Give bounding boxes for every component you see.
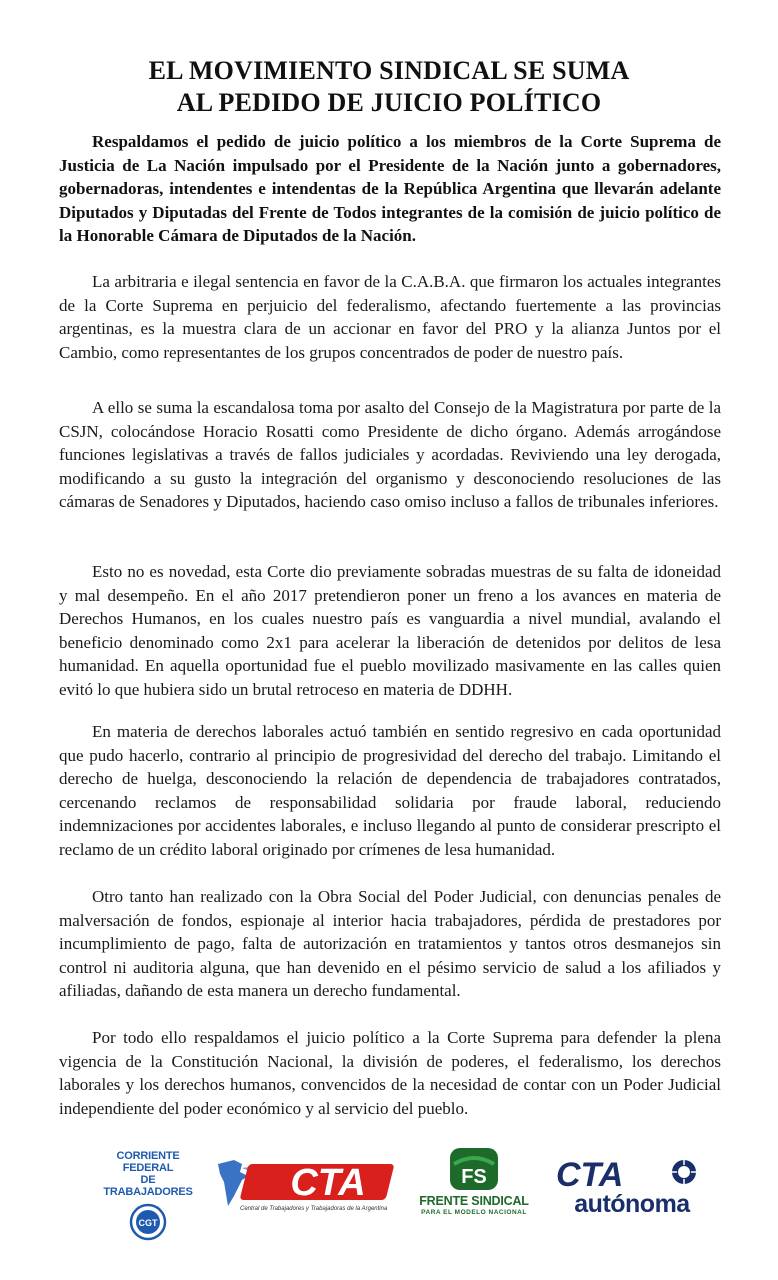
fs-emblem-text: FS [461,1166,487,1188]
cta-logo-subtitle: Central de Trabajadores y Trabajadoras de la Argentina [240,1206,388,1212]
cta-logo-name: CTA [290,1162,366,1204]
frente-sindical-logo [412,1146,536,1222]
cgt-emblem-text: CGT [138,1218,158,1228]
cft-logo-line2: DE TRABAJADORES [103,1174,193,1198]
document-title-line2: AL PEDIDO DE JUICIO POLÍTICO [176,88,602,117]
cta-logo [212,1150,400,1222]
paragraph-intro: Respaldamos el pedido de juicio político a los miembros de la Corte Suprema de Justicia de La Nación impulsado por el Presidente de la Nación junto a gobernadores, gobernadoras, intendentes e intendentas de la República Argentina que llevarán adelante Diputados y Diputadas del Frente de Todos integrantes de la comisión de juicio político de la Honorable Cámara de Diputados de la Nación. [59,132,721,246]
document-title-line1: EL MOVIMIENTO SINDICAL SE SUMA [148,56,630,85]
paragraph-derechos-humanos: Esto no es novedad, esta Corte dio previamente sobradas muestras de su falta de idoneidad y mal desempeño. En el año 2017 pretendieron poner un freno a los avances en materia de Derechos Humanos, en los cuales nuestro país es vanguardia a nivel mundial, avalando el beneficio denominado como 2x1 para acelerar la liberación de detenidos por delitos de lesa humanidad. En aquella oportunidad fue el pueblo movilizado masivamente en las calles quien evitó lo que hubiera sido un brutal retroceso en materia de DDHH. [59,562,721,699]
paragraph-consejo-magistratura: A ello se suma la escandalosa toma por asalto del Consejo de la Magistratura por parte de la CSJN, colocándose Horacio Rosatti como Presidente de dicho órgano. Además arrogándose funciones legislativas a través de fallos judiciales y acordadas. Reviviendo una ley derogada, modificando a su gusto la integración del organismo y desconociendo resoluciones de las cámaras de Senadores y Diputados, haciendo caso omiso incluso a fallos de tribunales inferiores. [59,398,721,512]
cta-autonoma-logo [552,1156,702,1222]
paragraph-obra-social: Otro tanto han realizado con la Obra Social del Poder Judicial, con denuncias penales de malversación de fondos, espionaje al interior hacia trabajadores, pérdida de prestadores por incumplimiento de pago, falta de autorización en tratamientos y tantos otros desmanejos sin control ni auditoria alguna, que han devenido en el pésimo servicio de salud a los afiliados y afiliadas, dañando de esta manera un derecho fundamental. [59,887,721,1001]
cgt-emblem-icon [98,1198,198,1246]
cta-argentina-map-icon [212,1150,400,1210]
cta-autonoma-mark-icon [552,1156,702,1192]
cft-logo [98,1150,198,1228]
frente-sindical-emblem-icon [412,1146,536,1192]
cta-autonoma-name: CTA [556,1156,624,1192]
cta-autonoma-subtitle: autónoma [574,1190,690,1218]
frente-sindical-subtitle: PARA EL MODELO NACIONAL [421,1209,527,1216]
cft-logo-line1: CORRIENTE FEDERAL [116,1150,180,1174]
paragraph-conclusion: Por todo ello respaldamos el juicio político a la Corte Suprema para defender la plena vigencia de la Constitución Nacional, la división de poderes, el federalismo, los derechos laborales y los derechos humanos, convencidos de la necesidad de contar con un Poder Judicial independiente del poder económico y al servicio del pueblo. [59,1028,721,1118]
paragraph-derechos-laborales: En materia de derechos laborales actuó también en sentido regresivo en cada oportunidad que pudo hacerlo, contrario al principio de progresividad del derecho del trabajo. Limitando el derecho de huelga, desconociendo la relación de dependencia de trabajadores contratados, cercenando reclamos de responsabilidad solidaria por fraude laboral, reduciendo indemnizaciones por accidentes laborales, e incluso llegando al punto de considerar prescripto el reclamo de un crédito laboral originado por crímenes de lesa humanidad. [59,722,721,859]
paragraph-sentencia-caba: La arbitraria e ilegal sentencia en favor de la C.A.B.A. que firmaron los actuales integrantes de la Corte Suprema en perjuicio del federalismo, afectando fuertemente a las provincias argentinas, es la muestra clara de un accionar en favor del PRO y la alianza Juntos por el Cambio, como representantes de los grupos concentrados de poder de nuestro país. [59,272,721,362]
frente-sindical-name: FRENTE SINDICAL [419,1194,529,1208]
